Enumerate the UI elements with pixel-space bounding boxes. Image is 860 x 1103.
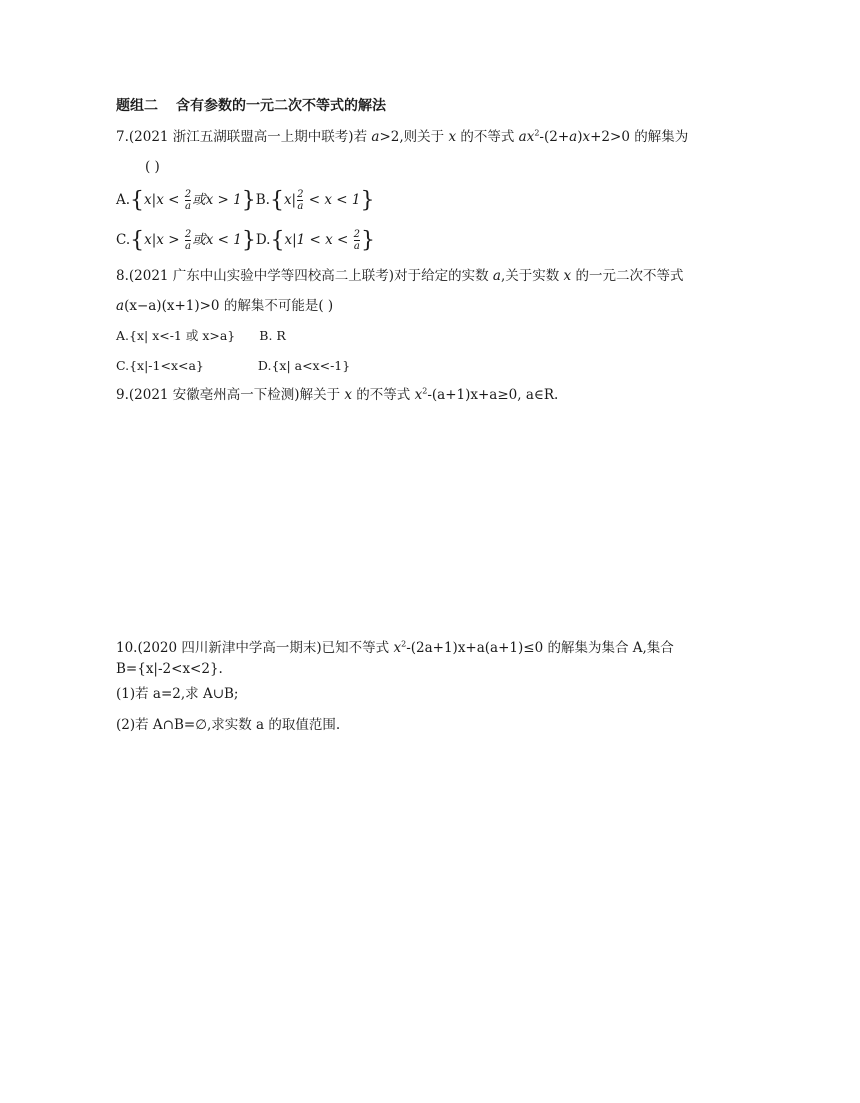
q7-option-b: {x| $\frac{2}{a}$ < x < 1} (269, 188, 375, 213)
q7-ineq-tail: +2>0 的解集为 (590, 129, 689, 145)
q7-option-b-right: < x < 1 (308, 192, 361, 208)
q7-stem-text-1: 若 (353, 129, 368, 145)
q7-var-x: x (448, 129, 457, 145)
q7-option-c: {x|x > $\frac{2}{a}$ 或x < 1} (130, 228, 256, 253)
q7-option-b-fraction (297, 189, 303, 212)
q8-var-x: x (563, 268, 572, 284)
q9-stem-text-2: 的不等式 (356, 387, 411, 403)
q7-var-a: a (371, 129, 380, 145)
q7-option-c-den: a (185, 241, 191, 252)
q8-source: (2021 广东中山实验中学等四校高二上联考) (128, 268, 395, 284)
question-8-stem (116, 266, 683, 286)
section-heading (116, 96, 386, 116)
q7-option-b-den: a (297, 201, 304, 212)
q10-ineq-x: x (393, 640, 402, 656)
q7-option-c-num: 2 (184, 229, 192, 240)
q7-option-d-fraction (354, 229, 360, 252)
q8-option-c: C.{x|-1<x<a} (116, 358, 204, 373)
q9-ineq-exponent: 2 (422, 386, 428, 396)
q9-stem-text-1: 解关于 (299, 387, 341, 403)
q7-option-a: {x|x < $\frac{2}{a}$ 或x > 1} (130, 188, 256, 213)
q7-option-b-left: x| (283, 192, 297, 208)
q7-stem-text-3: 的不等式 (460, 129, 515, 145)
q7-option-d-den: a (353, 241, 360, 252)
question-10-stem (116, 638, 674, 658)
q8-number: 8. (116, 268, 129, 284)
q7-option-b-label: B. (255, 192, 270, 208)
q10-part-2: (2)若 A∩B=∅,求实数 a 的取值范围. (116, 717, 341, 733)
q10-stem-text-1: 已知不等式 (321, 640, 390, 656)
q10-ineq-exponent: 2 (401, 639, 407, 649)
q9-source: (2021 安徽亳州高一下检测) (128, 387, 300, 403)
q8-line2-a: a (116, 298, 125, 314)
q7-options-row-2 (116, 229, 375, 252)
q8-var-a: a (492, 268, 501, 284)
q10-set-b: B={x|-2<x<2}. (116, 661, 223, 677)
q7-ineq-a: a (569, 129, 578, 145)
q10-part-1: (1)若 a=2,求 A∪B; (116, 686, 239, 702)
q7-option-c-fraction (185, 229, 191, 252)
q10-source: (2020 四川新津中学高一期末) (137, 640, 322, 656)
q7-stem-text-2: >2,则关于 (379, 129, 445, 145)
q9-number: 9. (116, 387, 129, 403)
q7-option-a-den: a (184, 201, 191, 212)
q7-ineq-mid2: ) (577, 129, 583, 145)
q7-options-row-1 (116, 189, 374, 212)
q7-source: (2021 浙江五湖联盟高一上期中联考) (128, 129, 354, 145)
section-heading-subtitle: 含有参数的一元二次不等式的解法 (176, 98, 386, 114)
q7-option-d-num: 2 (353, 229, 360, 240)
q8-line2-inequality: (x−a)(x+1)>0 (124, 298, 220, 314)
q8-option-a: A.{x| x<-1 或 x>a} (116, 328, 236, 343)
question-9 (116, 385, 558, 405)
q8-options-row-1 (116, 326, 286, 346)
q7-option-d: {x|1 < x < $\frac{2}{a}$ } (270, 228, 375, 253)
section-heading-title: 题组二 (116, 98, 158, 114)
q8-stem-text-1: 对于给定的实数 (394, 268, 489, 284)
q7-option-c-label: C. (116, 232, 131, 248)
q7-option-a-right: 或x > 1 (192, 192, 242, 208)
q7-option-d-left: x|1 < x < (284, 232, 349, 248)
q7-option-a-fraction (185, 189, 191, 212)
q9-ineq-rest: -(a+1)x+a≥0, a∈R. (427, 387, 559, 403)
q8-options-row-2 (116, 356, 350, 376)
q7-option-d-label: D. (255, 232, 271, 248)
question-8-stem-line-2 (116, 296, 333, 316)
q7-ineq-ax: ax (518, 129, 535, 145)
q9-ineq-x: x (414, 387, 423, 403)
q7-answer-paren: ( ) (145, 159, 160, 175)
q7-ineq-exponent: 2 (534, 128, 540, 138)
q7-option-a-num: 2 (184, 189, 192, 200)
question-7-stem (116, 127, 688, 147)
q7-option-c-left: x|x > (144, 232, 180, 248)
q7-number: 7. (116, 129, 129, 145)
q7-option-a-left: x|x < (144, 192, 180, 208)
q10-number: 10. (116, 640, 138, 656)
q8-stem-text-3: 的一元二次不等式 (575, 268, 684, 284)
q7-option-c-right: 或x < 1 (192, 232, 242, 248)
q10-ineq-rest: -(2a+1)x+a(a+1)≤0 的解集为集合 A,集合 (406, 640, 674, 656)
q7-ineq-x: x (582, 129, 591, 145)
q9-var-x: x (344, 387, 352, 403)
q8-option-d: D.{x| a<x<-1} (257, 358, 351, 373)
q8-stem-text-2: ,关于实数 (500, 268, 560, 284)
q7-ineq-mid1: -(2+ (539, 129, 570, 145)
q7-option-a-label: A. (116, 192, 131, 208)
q8-option-b: B. R (259, 328, 286, 343)
q7-option-b-num: 2 (297, 189, 304, 200)
q8-line2-tail: 的解集不可能是( ) (223, 298, 334, 314)
